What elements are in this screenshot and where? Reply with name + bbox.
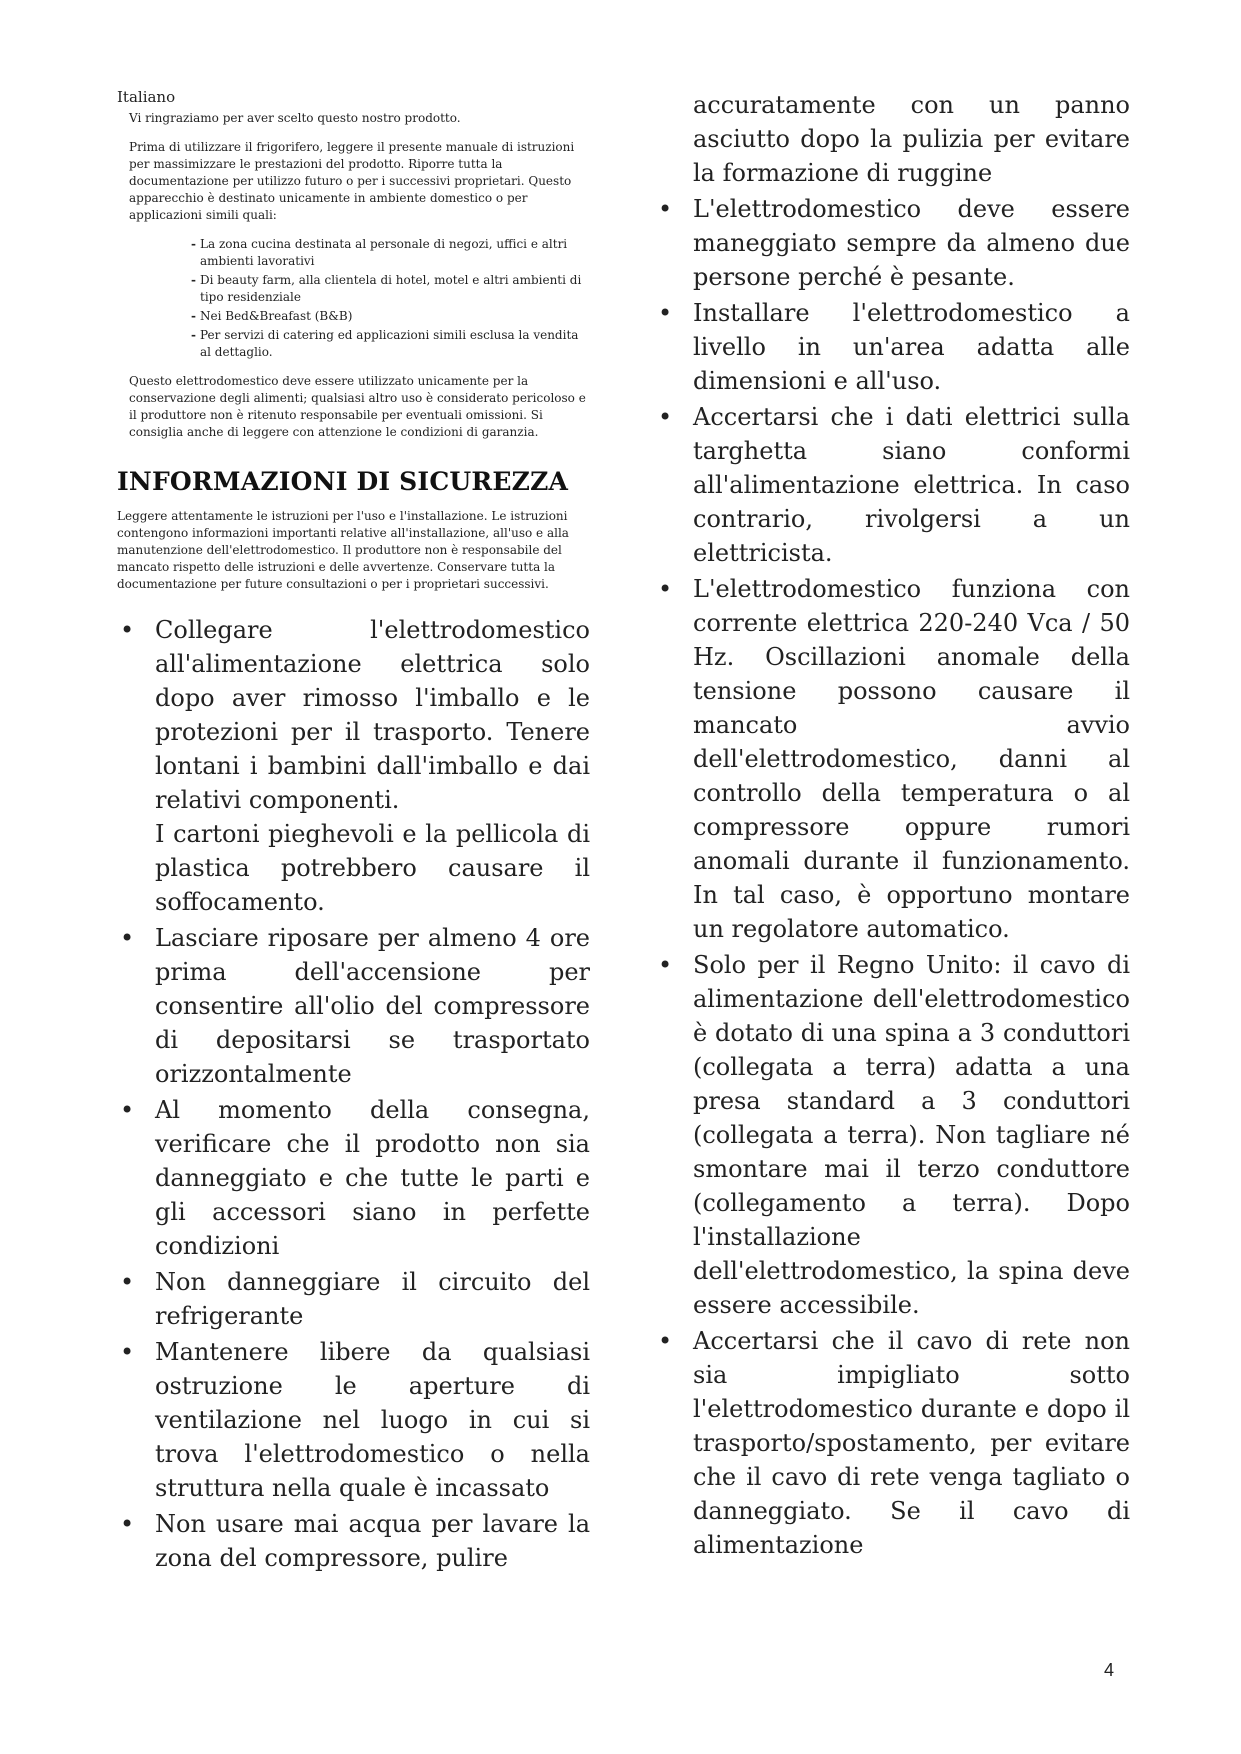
safety-item: • Non usare mai acqua per lavare la zona del compressore, pulire xyxy=(117,1507,590,1575)
safety-item: • Non danneggiare il circuito del refrigerante xyxy=(117,1265,590,1333)
safety-item-text: Collegare l'elettrodomestico all'alimentazione elettrica solo dopo aver rimosso l'imballo e le protezioni per il trasporto. Tenere lontani i bambini dall'imballo e dai relativi componenti. xyxy=(155,616,590,814)
safety-title: INFORMAZIONI DI SICUREZZA xyxy=(117,467,569,496)
safety-item: • L'elettrodomestico deve essere maneggiato sempre da almeno due persone perché è pesante. xyxy=(655,192,1130,294)
safety-item xyxy=(117,613,590,919)
safety-item: • Installare l'elettrodomestico a livello in un'area adatta alle dimensioni e all'uso. xyxy=(655,296,1130,398)
page-number: 4 xyxy=(1104,1660,1115,1680)
safety-item: • Accertarsi che il cavo di rete non sia impigliato sotto l'elettrodomestico durante e dopo il trasporto/spostamento, per evitare che il cavo di rete venga tagliato o danneggiato. Se il cavo di alimentazione xyxy=(655,1324,1130,1562)
safety-list-left xyxy=(117,613,590,1575)
safety-item: • Accertarsi che i dati elettrici sulla targhetta siano conformi all'alimentazione elettrica. In caso contrario, rivolgersi a un elettricista. xyxy=(655,400,1130,570)
right-column xyxy=(655,88,1130,1564)
safety-item-continuation: accuratamente con un panno asciutto dopo la pulizia per evitare la formazione di ruggine xyxy=(693,91,1130,187)
use-item: - Per servizi di catering ed applicazioni simili esclusa la vendita al dettaglio. xyxy=(192,327,590,361)
left-column xyxy=(117,88,590,1577)
safety-item: • Lasciare riposare per almeno 4 ore prima dell'accensione per consentire all'olio del compressore di depositarsi se trasportato orizzontalmente xyxy=(117,921,590,1091)
safety-intro: Leggere attentamente le istruzioni per l'uso e l'installazione. Le istruzioni contengono informazioni importanti relative all'installazione, all'uso e alla manutenzione dell'elettrodomestico. Il produttore non è responsabile del mancato rispetto delle istruzioni e delle avvertenze. Conservare tutta la documentazione per future consultazioni o per i proprietari successivi. xyxy=(117,509,569,591)
intended-uses-list xyxy=(192,236,590,361)
intro-closing: Questo elettrodomestico deve essere utilizzato unicamente per la conservazione degli alimenti; qualsiasi altro uso è considerato pericoloso e il produttore non è ritenuto responsabile per eventuali omissioni. Si consiglia anche di leggere con attenzione le condizioni di garanzia. xyxy=(129,374,586,439)
use-item: - Nei Bed&Breafast (B&B) xyxy=(192,308,590,325)
safety-item: • Solo per il Regno Unito: il cavo di alimentazione dell'elettrodomestico è dotato di una spina a 3 conduttori (collegata a terra) adatta a una presa standard a 3 conduttori (collegata a terra). Non tagliare né smontare mai il terzo conduttore (collegamento a terra). Dopo l'installazione dell'elettrodomestico, la spina deve essere accessibile. xyxy=(655,948,1130,1322)
intro-paragraph: Prima di utilizzare il frigorifero, leggere il presente manuale di istruzioni per massimizzare le prestazioni del prodotto. Riporre tutta la documentazione per utilizzo futuro o per i successivi proprietari. Questo apparecchio è destinato unicamente in ambiente domestico o per applicazioni simili quali: xyxy=(129,140,575,222)
safety-item-extra: I cartoni pieghevoli e la pellicola di plastica potrebbero causare il soffocamento. xyxy=(155,820,590,916)
safety-item: • L'elettrodomestico funziona con corrente elettrica 220-240 Vca / 50 Hz. Oscillazioni anomale della tensione possono causare il mancato avvio dell'elettrodomestico, danni al controllo della temperatura o al compressore oppure rumori anomali durante il funzionamento. In tal caso, è opportuno montare un regolatore automatico. xyxy=(655,572,1130,946)
use-item: - Di beauty farm, alla clientela di hotel, motel e altri ambienti di tipo residenziale xyxy=(192,272,590,306)
safety-item: • Mantenere libere da qualsiasi ostruzione le aperture di ventilazione nel luogo in cui si trova l'elettrodomestico o nella struttura nella quale è incassato xyxy=(117,1335,590,1505)
safety-list-right xyxy=(655,192,1130,1562)
use-item: - La zona cucina destinata al personale di negozi, uffici e altri ambienti lavorativi xyxy=(192,236,590,270)
intro-thanks: Vi ringraziamo per aver scelto questo nostro prodotto. xyxy=(129,111,461,125)
safety-item: • Al momento della consegna, verificare che il prodotto non sia danneggiato e che tutte le parti e gli accessori siano in perfette condizioni xyxy=(117,1093,590,1263)
language-label: Italiano xyxy=(117,88,176,106)
